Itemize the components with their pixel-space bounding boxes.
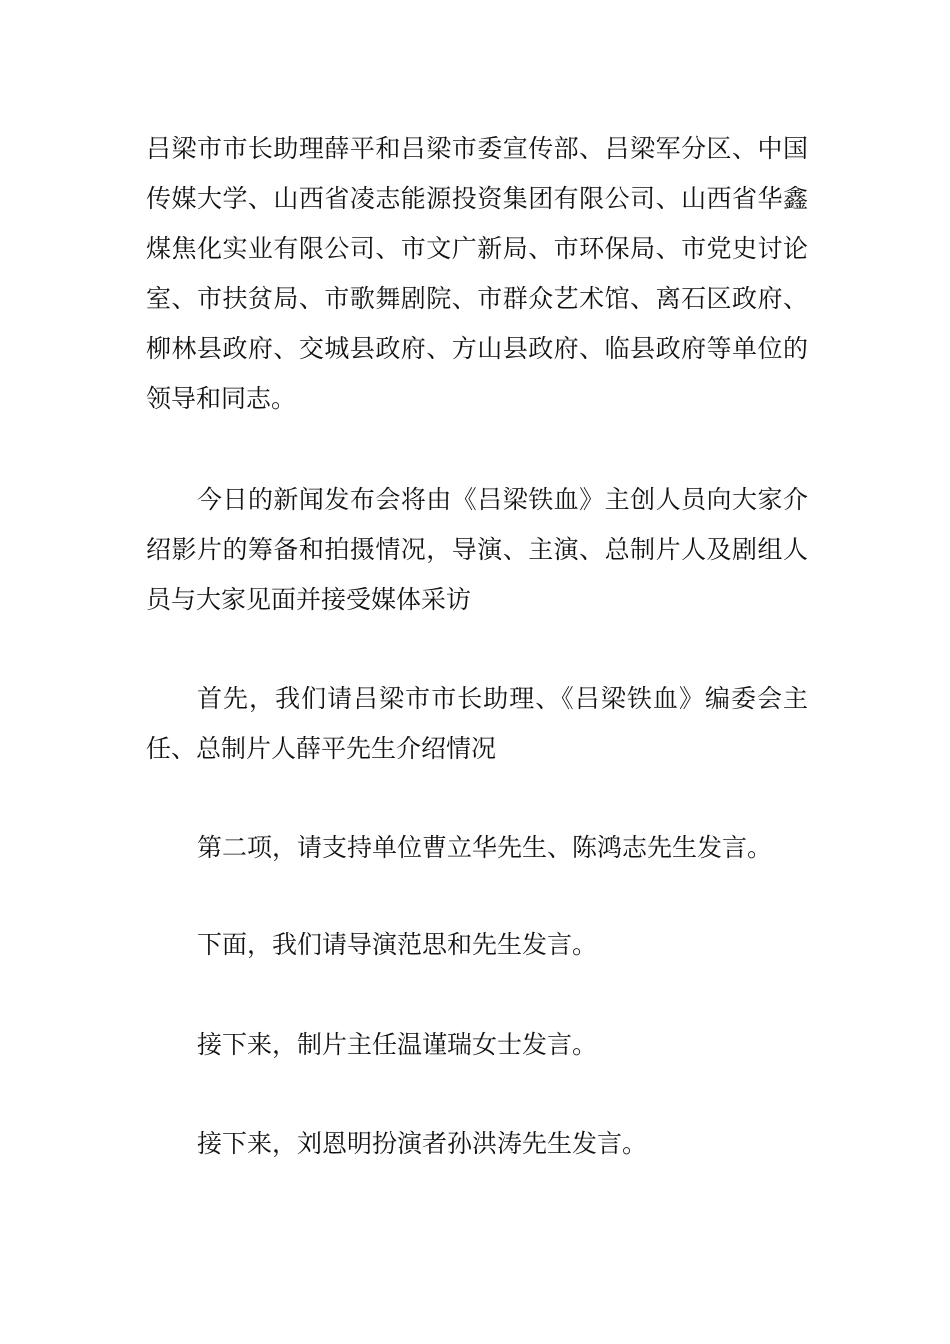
attendee-list-paragraph: 吕梁市市长助理薛平和吕梁市委宣传部、吕梁军分区、中国传媒大学、山西省凌志能源投资集团有限公司、山西省华鑫煤焦化实业有限公司、市文广新局、市环保局、市党史讨论室、市扶贫局、市歌舞剧院、市群众艺术馆、离石区政府、柳林县政府、交城县政府、方山县政府、临县政府等单位的领导和同志。: [146, 134, 808, 413]
actor-speech-paragraph: 接下来，刘恩明扮演者孙洪涛先生发言。: [197, 1129, 648, 1158]
second-item-paragraph: 第二项，请支持单位曹立华先生、陈鸿志先生发言。: [197, 833, 773, 862]
first-speaker-paragraph: 首先，我们请吕梁市市长助理、《吕梁铁血》编委会主任、总制片人薛平先生介绍情况: [146, 684, 808, 763]
press-conference-intro-paragraph: 今日的新闻发布会将由《吕梁铁血》主创人员向大家介绍影片的筹备和拍摄情况，导演、主演、总制片人及剧组人员与大家见面并接受媒体采访: [146, 485, 808, 614]
director-speech-paragraph: 下面，我们请导演范思和先生发言。: [197, 930, 598, 959]
production-manager-speech-paragraph: 接下来，制片主任温谨瑞女士发言。: [197, 1030, 598, 1059]
